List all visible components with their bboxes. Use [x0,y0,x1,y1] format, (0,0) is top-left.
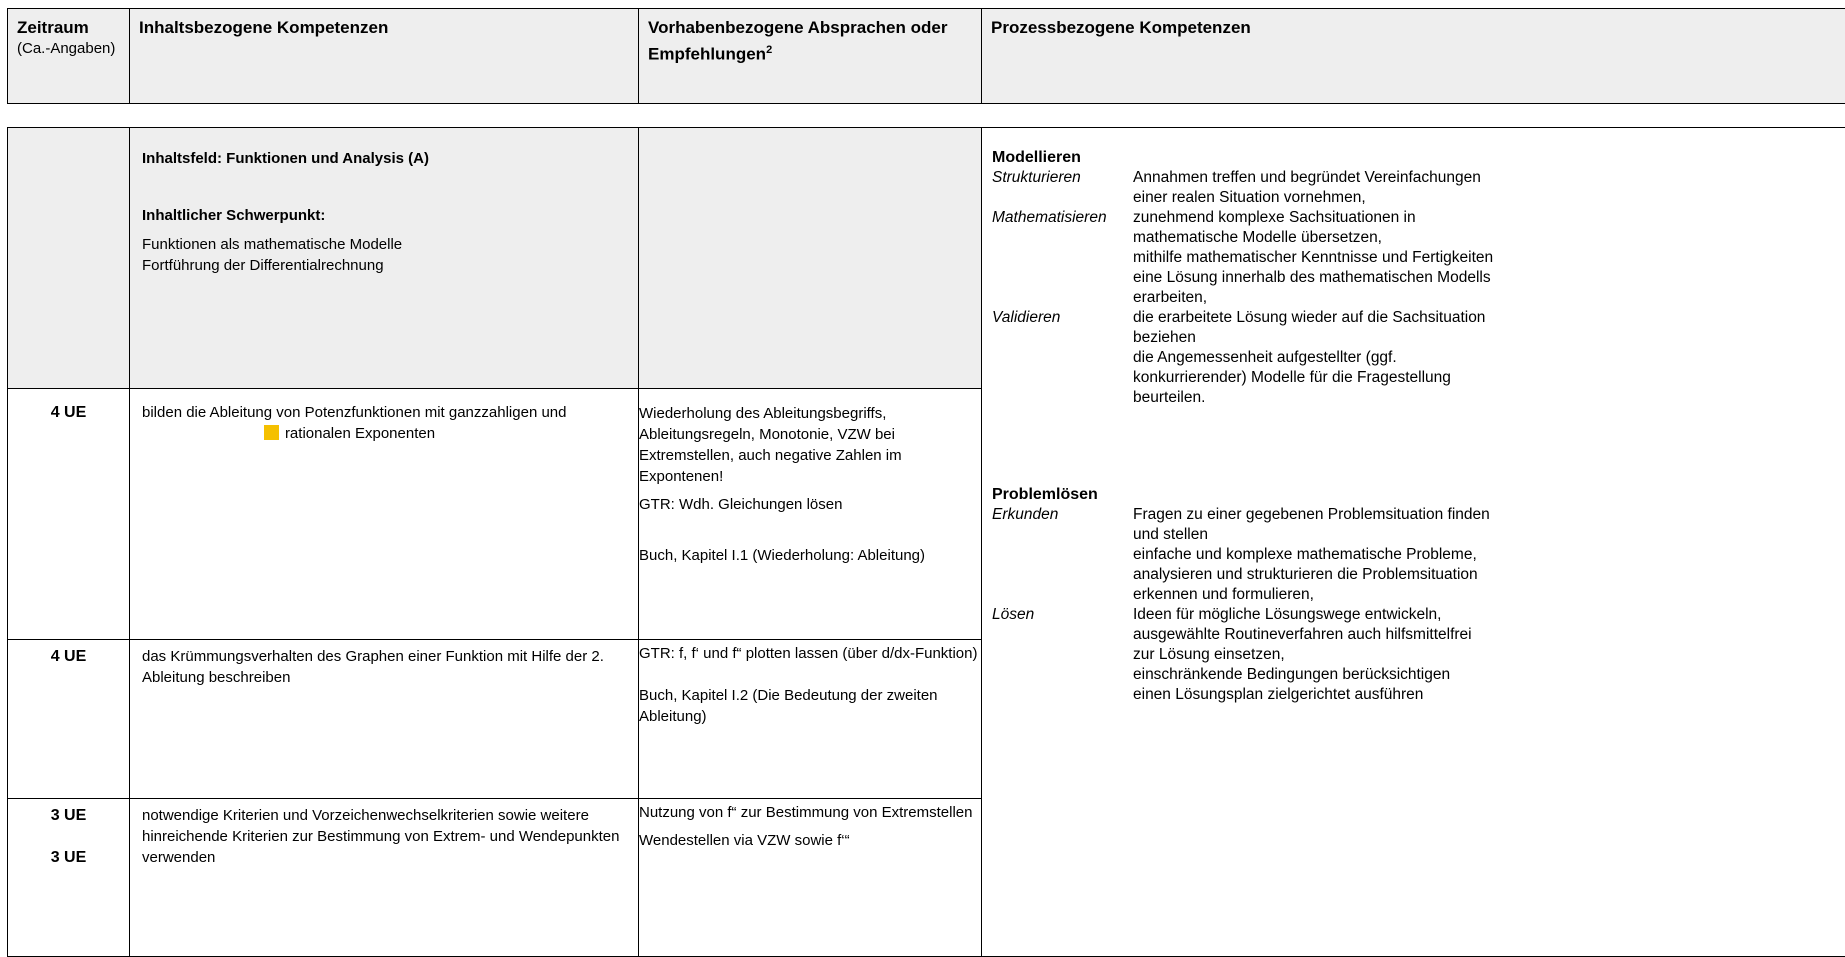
inhalt-text: rationalen Exponenten [285,425,435,442]
header-zeitraum-sub: (Ca.-Angaben) [17,39,120,59]
schwerpunkt-item: Fortführung der Differentialrechnung [142,255,626,276]
inhalt-cell: notwendige Kriterien und Vorzeichenwechselkriterien sowie weitere hinreichende Kriterien zur Bestimmung von Extrem- und Wendepunkten verwenden [130,799,639,957]
validieren-text: die erarbeitete Lösung wieder auf die Sachsituation [1133,309,1485,326]
header-vorhaben-label: Vorhabenbezogene Absprachen oder Empfehlungen [648,18,947,64]
vorhaben-text: Buch, Kapitel I.1 (Wiederholung: Ableitung) [639,545,981,566]
loesen-label: Lösen [992,605,1034,625]
mathematisieren-text: mathematische Modelle übersetzen, [1133,229,1382,246]
intro-zeit-cell [8,128,130,389]
erkunden-text: analysieren und strukturieren die Problemsituation [1133,566,1478,583]
intro-vorhaben-cell [639,128,982,389]
mathematisieren-label: Mathematisieren [992,208,1107,228]
loesen-text: Ideen für mögliche Lösungswege entwickeln, [1133,606,1441,623]
strukturieren-text: Annahmen treffen und begründet Vereinfachungen [1133,169,1481,186]
header-prozess: Prozessbezogene Kompetenzen [982,9,1845,104]
intro-inhalt-cell [130,128,639,389]
footnote-marker: 2 [766,44,772,56]
inhalt-cell: das Krümmungsverhalten des Graphen einer Funktion mit Hilfe der 2. Ableitung beschreiben [130,639,639,798]
inhalt-cell [130,388,639,639]
validieren-label: Validieren [992,308,1060,328]
header-zeitraum-label: Zeitraum [17,18,89,37]
highlight-marker-icon [264,425,279,440]
loesen-text: einen Lösungsplan zielgerichtet ausführen [1133,686,1423,703]
vorhaben-cell [639,799,982,957]
vorhaben-cell [639,388,982,639]
erkunden-text: erkennen und formulieren, [1133,586,1314,603]
zeit-cell [8,799,130,957]
zeit-value: 3 UE [9,847,128,868]
curriculum-table [7,127,1845,957]
loesen-text: einschränkende Bedingungen berücksichtigen [1133,666,1450,683]
zeit-cell: 4 UE [8,639,130,798]
validieren-text: konkurrierender) Modelle für die Fragestellung [1133,369,1451,386]
validieren-text: beurteilen. [1133,389,1205,406]
header-vorhaben [639,9,982,104]
mathematisieren-text: mithilfe mathematischer Kenntnisse und Fertigkeiten [1133,249,1493,266]
schwerpunkt-label: Inhaltlicher Schwerpunkt: [142,205,626,226]
vorhaben-text: Wiederholung des Ableitungsbegriffs, Ableitungsregeln, Monotonie, VZW bei Extremstellen, auch negative Zahlen im Expontenen! [639,403,981,487]
header-table [7,8,1845,104]
erkunden-label: Erkunden [992,505,1058,525]
erkunden-text: einfache und komplexe mathematische Probleme, [1133,546,1477,563]
vorhaben-cell [639,639,982,798]
problemloesen-block [992,485,1830,705]
erkunden-text: und stellen [1133,526,1208,543]
mathematisieren-text: zunehmend komplexe Sachsituationen in [1133,209,1416,226]
mathematisieren-text: eine Lösung innerhalb des mathematischen Modells [1133,269,1491,286]
inhaltsfeld-title: Inhaltsfeld: Funktionen und Analysis (A) [142,148,626,169]
inhalt-text: bilden die Ableitung von Potenzfunktionen mit ganzzahligen und [142,404,566,421]
header-zeitraum [8,9,130,104]
schwerpunkt-item: Funktionen als mathematische Modelle [142,234,626,255]
vorhaben-text: Buch, Kapitel I.2 (Die Bedeutung der zweiten Ableitung) [639,685,981,727]
prozess-cell [982,128,1845,957]
mathematisieren-text: erarbeiten, [1133,289,1207,306]
vorhaben-text: GTR: Wdh. Gleichungen lösen [639,494,981,515]
header-inhalt: Inhaltsbezogene Kompetenzen [130,9,639,104]
problemloesen-heading: Problemlösen [992,485,1830,505]
vorhaben-text: Wendestellen via VZW sowie f‘“ [639,830,981,851]
erkunden-text: Fragen zu einer gegebenen Problemsituation finden [1133,506,1490,523]
zeit-value: 3 UE [9,805,128,826]
vorhaben-text: GTR: f, f‘ und f“ plotten lassen (über d/dx-Funktion) [639,643,981,664]
modellieren-heading: Modellieren [992,148,1830,168]
strukturieren-text: einer realen Situation vornehmen, [1133,189,1366,206]
loesen-text: ausgewählte Routineverfahren auch hilfsmittelfrei [1133,626,1472,643]
vorhaben-text: Nutzung von f“ zur Bestimmung von Extremstellen [639,802,981,823]
validieren-text: beziehen [1133,329,1196,346]
strukturieren-label: Strukturieren [992,168,1081,188]
zeit-cell: 4 UE [8,388,130,639]
validieren-text: die Angemessenheit aufgestellter (ggf. [1133,349,1397,366]
table-row-intro [8,128,1845,389]
loesen-text: zur Lösung einsetzen, [1133,646,1285,663]
modellieren-block [992,148,1830,408]
